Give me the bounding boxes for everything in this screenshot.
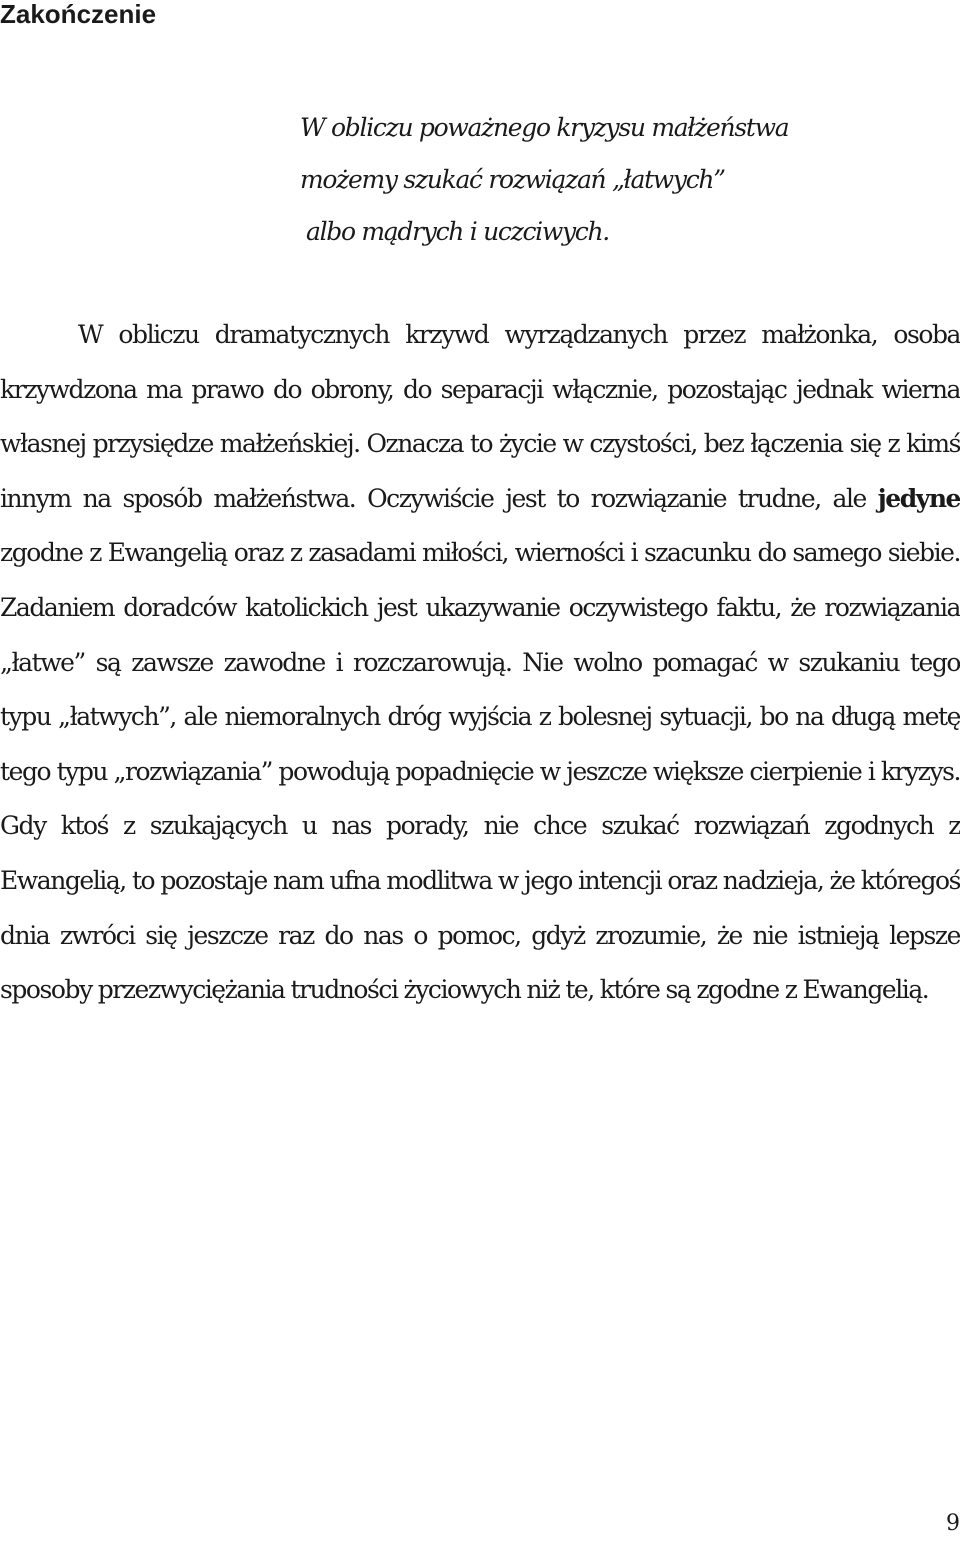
section-heading: Zakończenie [0,0,157,29]
epigraph [300,102,940,258]
body-paragraph [0,308,960,1018]
epigraph-line: W obliczu poważnego kryzysu małżeństwa [300,113,789,142]
epigraph-line: możemy szukać rozwiązań „łatwych” [300,165,725,194]
body-text-part: W obliczu dramatycznych krzywd wyrządzanych przez małżonka, osoba krzywdzona ma prawo do obrony, do separacji włącznie, pozostając jednak wierna własnej przysiędze małżeńskiej. Oznacza to życie w czystości, bez łączenia się z kimś innym na sposób małżeństwa. Oczywiście jest to rozwiązanie trudne, ale [0,320,960,513]
emphasized-word: jedyne [877,483,960,513]
page-number: 9 [946,1511,960,1536]
epigraph-line: albo mądrych i uczciwych. [306,217,609,246]
body-text-part: zgodne z Ewangelią oraz z zasadami miłości, wierności i szacunku do samego siebie. Zadaniem doradców katolickich jest ukazywanie oczywistego faktu, że rozwiązania „łatwe” są zawsze zawodne i rozczarowują. Nie wolno pomagać w szukaniu tego typu „łatwych”, ale niemoralnych dróg wyjścia z bolesnej sytuacji, bo na długą metę tego typu „rozwiązania” powodują popadnięcie w jeszcze większe cierpienie i kryzys. Gdy ktoś z szukających u nas porady, nie chce szukać rozwiązań zgodnych z Ewangelią, to pozostaje nam ufna modlitwa w jego intencji oraz nadzieja, że któregoś dnia zwróci się jeszcze raz do nas o pomoc, gdyż zrozumie, że nie istnieją lepsze sposoby przezwyciężania trudności życiowych niż te, które są zgodne z Ewangelią. [0,538,960,1005]
